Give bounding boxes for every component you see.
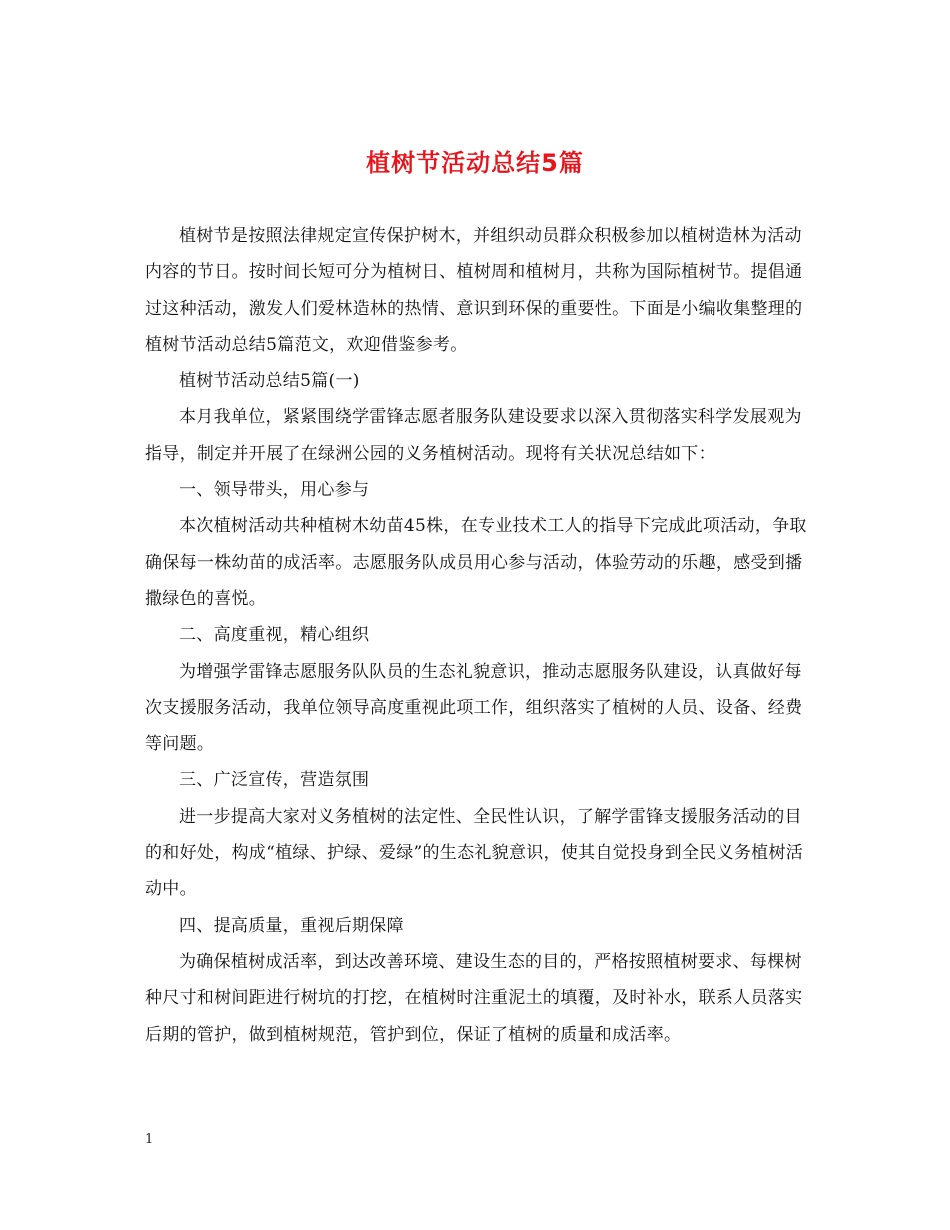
document-title: 植树节活动总结5篇 bbox=[366, 149, 584, 177]
subheading: 一、领导带头，用心参与 bbox=[179, 480, 370, 501]
subheading: 四、提高质量，重视后期保障 bbox=[179, 915, 404, 936]
body-paragraph: 本次植树活动共种植树木幼苗45株，在专业技术工人的指导下完成此项活动，争取确保每一株幼苗的成活率。志愿服务队成员用心参与活动，体验劳动的乐趣，感受到播撒绿色的喜悦。 bbox=[145, 516, 807, 609]
subheading: 二、高度重视，精心组织 bbox=[179, 625, 370, 646]
page-number: 1 bbox=[145, 1132, 154, 1147]
document-body bbox=[145, 218, 815, 1053]
body-paragraph: 本月我单位，紧紧围绕学雷锋志愿者服务队建设要求以深入贯彻落实科学发展观为指导，制定并开展了在绿洲公园的义务植树活动。现将有关状况总结如下： bbox=[145, 407, 802, 464]
body-paragraph: 为确保植树成活率，到达改善环境、建设生态的目的，严格按照植树要求、每棵树种尺寸和树间距进行树坑的打挖，在植树时注重泥土的填覆，及时补水，联系人员落实后期的管护，做到植树规范，管护到位，保证了植树的质量和成活率。 bbox=[145, 951, 803, 1045]
intro-paragraph: 植树节是按照法律规定宣传保护树木，并组织动员群众积极参加以植树造林为活动内容的节日。按时间长短可分为植树日、植树周和植树月，共称为国际植树节。提倡通过这种活动，激发人们爱林造林的热情、意识到环保的重要性。下面是小编收集整理的植树节活动总结5篇范文，欢迎借鉴参考。 bbox=[145, 226, 803, 355]
body-paragraph: 进一步提高大家对义务植树的法定性、全民性认识，了解学雷锋支援服务活动的目的和好处，构成“植绿、护绿、爱绿”的生态礼貌意识，使其自觉投身到全民义务植树活动中。 bbox=[145, 806, 804, 900]
subheading: 三、广泛宣传，营造氛围 bbox=[179, 770, 370, 791]
body-paragraph: 为增强学雷锋志愿服务队队员的生态礼貌意识，推动志愿服务队建设，认真做好每次支援服务活动，我单位领导高度重视此项工作，组织落实了植树的人员、设备、经费等问题。 bbox=[145, 661, 803, 755]
section-heading: 植树节活动总结5篇(一) bbox=[179, 371, 360, 392]
